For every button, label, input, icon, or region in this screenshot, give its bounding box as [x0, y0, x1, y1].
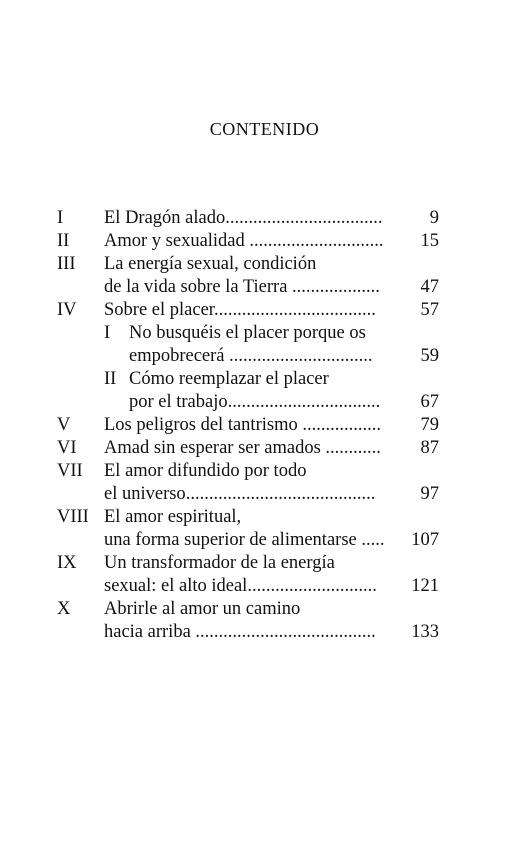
chapter-title: hacia arriba .......................................	[104, 622, 376, 642]
chapter-number: V	[57, 415, 71, 435]
chapter-number: IX	[57, 553, 77, 573]
chapter-title: El amor difundido por todo	[104, 461, 307, 481]
toc-entry	[0, 230, 529, 253]
page-number: 133	[411, 622, 439, 642]
leader-dots: ...................................	[213, 300, 376, 320]
toc-entry-continuation	[0, 575, 529, 598]
toc-entry-continuation	[0, 621, 529, 644]
toc-entry	[0, 506, 529, 529]
leader-dots: .............................	[249, 231, 384, 251]
toc-entry	[0, 207, 529, 230]
leader-dots: .................................	[227, 392, 381, 412]
toc-subentry-continuation	[0, 345, 529, 368]
toc-entry	[0, 552, 529, 575]
chapter-title: Los peligros del tantrismo .................	[104, 415, 381, 435]
toc-entry	[0, 437, 529, 460]
chapter-title: Amor y sexualidad .............................	[104, 231, 384, 251]
chapter-number: III	[57, 254, 76, 274]
chapter-title: Sobre el placer...................................	[104, 300, 376, 320]
toc-entry	[0, 598, 529, 621]
page-number: 87	[420, 438, 439, 458]
leader-dots: .................	[302, 415, 381, 435]
chapter-title: una forma superior de alimentarse .....	[104, 530, 385, 550]
page-number: 15	[420, 231, 439, 251]
toc-entry-continuation	[0, 276, 529, 299]
chapter-title: Un transformador de la energía	[104, 553, 335, 573]
toc-entry	[0, 253, 529, 276]
leader-dots: ............	[325, 438, 381, 458]
page-number: 47	[420, 277, 439, 297]
toc-subentry-continuation	[0, 391, 529, 414]
leader-dots: ..................................	[225, 208, 383, 228]
chapter-number: X	[57, 599, 71, 619]
toc-subentry	[0, 322, 529, 345]
page-number: 107	[411, 530, 439, 550]
toc-subentry	[0, 368, 529, 391]
leader-dots: .......................................	[195, 622, 376, 642]
subchapter-number: I	[104, 323, 111, 343]
chapter-title: el universo.........................................	[104, 484, 376, 504]
toc-entry-continuation	[0, 483, 529, 506]
subchapter-number: II	[104, 369, 117, 389]
leader-dots: ...................	[292, 277, 380, 297]
chapter-number: IV	[57, 300, 77, 320]
page-title: CONTENIDO	[209, 119, 320, 139]
chapter-title: El Dragón alado..................................	[104, 208, 383, 228]
leader-dots: .....	[361, 530, 385, 550]
subchapter-title: por el trabajo.................................	[129, 392, 381, 412]
chapter-title: El amor espiritual,	[104, 507, 242, 527]
page-number: 67	[420, 392, 439, 412]
chapter-title: Abrirle al amor un camino	[104, 599, 301, 619]
chapter-number: I	[57, 208, 64, 228]
chapter-number: VIII	[57, 507, 89, 527]
page-number: 59	[420, 346, 439, 366]
page-number: 121	[411, 576, 439, 596]
page-number: 79	[420, 415, 439, 435]
subchapter-title: No busquéis el placer porque os	[129, 323, 366, 343]
leader-dots: ...............................	[229, 346, 373, 366]
page-number: 57	[420, 300, 439, 320]
page-number: 9	[429, 208, 439, 228]
chapter-number: VII	[57, 461, 83, 481]
leader-dots: .........................................	[185, 484, 376, 504]
chapter-title: La energía sexual, condición	[104, 254, 317, 274]
toc-entry	[0, 299, 529, 322]
chapter-number: II	[57, 231, 70, 251]
toc-entry	[0, 414, 529, 437]
subchapter-title: Cómo reemplazar el placer	[129, 369, 329, 389]
chapter-title: de la vida sobre la Tierra ...................	[104, 277, 380, 297]
chapter-number: VI	[57, 438, 77, 458]
subchapter-title: empobrecerá ...............................	[129, 346, 373, 366]
page-number: 97	[420, 484, 439, 504]
chapter-title: sexual: el alto ideal............................	[104, 576, 377, 596]
leader-dots: ............................	[247, 576, 377, 596]
toc-entry	[0, 460, 529, 483]
chapter-title: Amad sin esperar ser amados ............	[104, 438, 381, 458]
toc-entry-continuation	[0, 529, 529, 552]
